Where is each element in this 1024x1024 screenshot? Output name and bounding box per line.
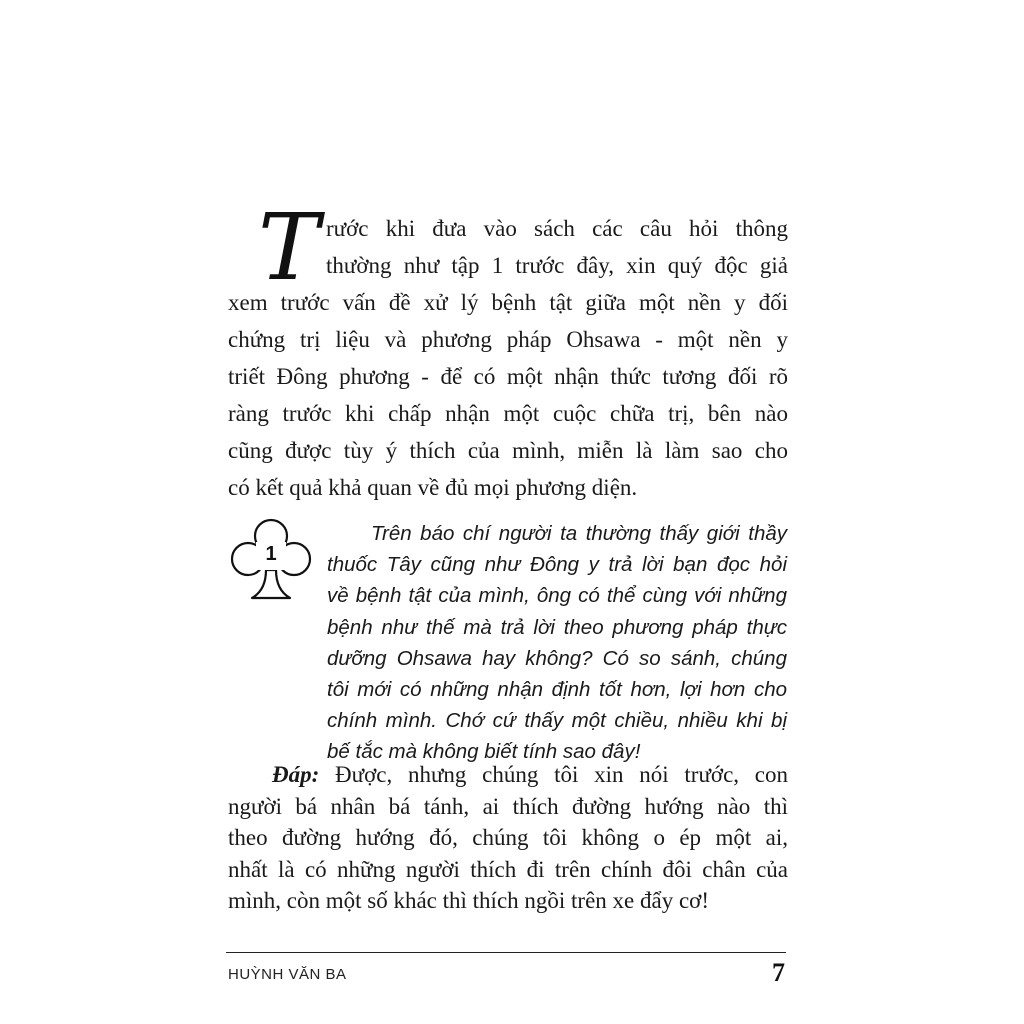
answer-line: theo đường hướng đó, chúng tôi không o ép một ai, <box>228 825 788 850</box>
intro-line: rước khi đưa vào sách các câu hỏi thông <box>326 216 788 241</box>
answer-line: nhất là có những người thích đi trên chính đôi chân của <box>228 856 788 882</box>
intro-line: ràng trước khi chấp nhận một cuộc chữa trị, bên nào <box>228 401 788 426</box>
intro-line: thường như tập 1 trước đây, xin quý độc giả <box>326 253 788 278</box>
club-icon <box>226 512 316 608</box>
question-line: thuốc Tây cũng như Đông y trả lời bạn đọc hỏi <box>327 553 787 577</box>
question-line: chính mình. Chớ cứ thấy một chiều, nhiều khi bị <box>327 709 787 733</box>
question-line: dưỡng Ohsawa hay không? Có so sánh, chúng <box>327 646 787 670</box>
footer-rule <box>226 952 786 953</box>
question-number: 1 <box>265 543 277 565</box>
intro-line: cũng được tùy ý thích của mình, miễn là làm sao cho <box>228 438 788 463</box>
intro-line: triết Đông phương - để có một nhận thức tương đối rõ <box>228 364 788 389</box>
drop-cap: T <box>258 194 320 301</box>
question-line: bế tắc mà không biết tính sao đây! <box>327 740 641 764</box>
question-line: tôi mới có những nhận định tốt hơn, lợi hơn cho <box>327 677 787 701</box>
intro-paragraph <box>228 194 788 506</box>
answer-paragraph <box>228 759 788 917</box>
answer-label: Đáp: <box>272 762 320 787</box>
intro-line: có kết quả khả quan về đủ mọi phương diện. <box>228 475 638 500</box>
page-number: 7 <box>772 958 785 987</box>
answer-first-line <box>228 759 788 791</box>
footer-author: HUỲNH VĂN BA <box>228 966 347 983</box>
question-line: bệnh như thế mà trả lời theo phương pháp thực <box>327 615 787 639</box>
question-line: về bệnh tật của mình, ông có thể cùng với những <box>327 584 787 608</box>
answer-first-line-text: Được, nhưng chúng tôi xin nói trước, con <box>319 762 788 787</box>
intro-line: chứng trị liệu và phương pháp Ohsawa - một nền y <box>228 327 788 352</box>
intro-line: xem trước vấn đề xử lý bệnh tật giữa một nền y đối <box>228 290 788 315</box>
question-paragraph <box>327 518 787 768</box>
question-line: Trên báo chí người ta thường thấy giới thầy <box>371 522 787 545</box>
answer-line: mình, còn một số khác thì thích ngồi trên xe đẩy cơ! <box>228 888 710 913</box>
answer-line: người bá nhân bá tánh, ai thích đường hướng nào thì <box>228 793 788 819</box>
